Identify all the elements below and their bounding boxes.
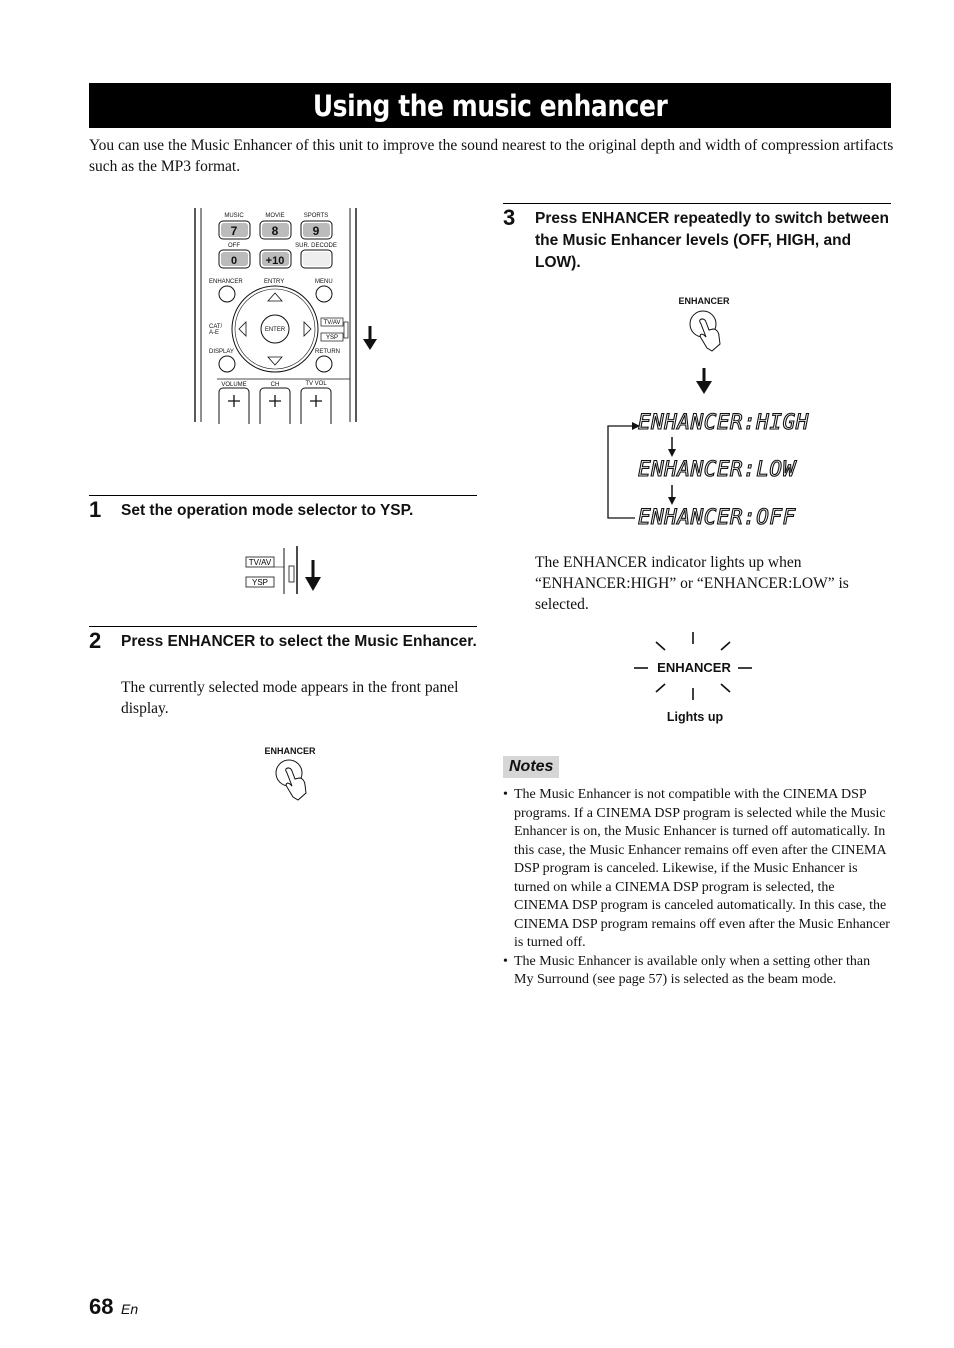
key-sur-decode — [301, 250, 332, 268]
key-9-label: 9 — [312, 224, 320, 238]
label-entry: ENTRY — [264, 279, 285, 285]
step1-rule — [89, 495, 477, 496]
label-ch: CH — [270, 382, 280, 388]
cycle-arrow-low-to-off-icon — [664, 485, 680, 507]
step2-enhancer-label: ENHANCER — [264, 746, 316, 756]
page-number: 68 — [89, 1294, 114, 1319]
indicator-caption: Lights up — [666, 710, 724, 724]
key-0-label: 0 — [230, 255, 238, 267]
display-enhancer-off: ENHANCER:OFF — [638, 505, 796, 529]
step3-instruction: Press ENHANCER repeatedly to switch between the Music Enhancer levels (OFF, HIGH, and LOW). — [535, 210, 890, 271]
selector-tvav-label: TV/AV — [248, 558, 272, 567]
notes-heading: Notes — [503, 756, 559, 778]
remote-return-button — [316, 356, 332, 372]
press-button-icon — [272, 757, 318, 803]
remote-display-button — [219, 356, 235, 372]
indicator-description: The ENHANCER indicator lights up when “ENHANCER:HIGH” or “ENHANCER:LOW” is selected. — [535, 554, 849, 613]
label-sur-decode: SUR. DECODE — [295, 243, 337, 249]
step3-enhancer-label: ENHANCER — [678, 296, 730, 306]
mode-selector-illustration — [240, 544, 330, 596]
page-language: En — [121, 1301, 139, 1317]
remote-enhancer-button — [219, 286, 235, 302]
key-8-label: 8 — [271, 224, 279, 238]
step2-detail: The currently selected mode appears in the front panel display. — [121, 679, 459, 717]
remote-mode-selector — [321, 318, 348, 341]
intro-paragraph: You can use the Music Enhancer of this unit to improve the sound nearest to the original depth and width of compression artifacts such as the MP3 format. — [89, 137, 894, 175]
remote-control-illustration — [193, 208, 383, 424]
key-7-label: 7 — [230, 224, 238, 238]
step2-rule — [89, 626, 477, 627]
label-menu: MENU — [315, 279, 333, 285]
label-off: OFF — [228, 243, 240, 249]
label-volume: VOLUME — [221, 382, 247, 388]
cycle-arrow-high-to-low-icon — [664, 437, 680, 459]
selector-down-arrow-icon — [305, 577, 321, 591]
label-tv-vol: TV VOL — [305, 381, 327, 387]
label-movie: MOVIE — [265, 213, 285, 219]
label-music: MUSIC — [224, 213, 244, 219]
label-display: DISPLAY — [209, 349, 234, 355]
label-return: RETURN — [315, 349, 340, 355]
step2-instruction: Press ENHANCER to select the Music Enhancer. — [121, 633, 477, 650]
page-title: Using the music enhancer — [312, 88, 668, 123]
step3-number: 3 — [503, 205, 516, 230]
label-cat: CAT/ — [209, 324, 223, 330]
note-item: • The Music Enhancer is not compatible with the CINEMA DSP programs. If a CINEMA DSP program is selected while the Music Enhancer is on, the Music Enhancer is turned off automatically. In this case, the Music Enhancer remains off even after the CINEMA DSP program is canceled. Likewise, if the Music Enhancer is turned on while a CINEMA DSP program is selected, the CINEMA DSP program is canceled automatically. In this case, the CINEMA DSP program remains off even after the Music Enhancer is turned off. — [503, 786, 891, 953]
key-plus10-label: +10 — [265, 255, 285, 267]
display-enhancer-low: ENHANCER:LOW — [638, 457, 796, 481]
note-item: • The Music Enhancer is available only when a setting other than My Surround (see page 57) is selected as the beam mode. — [503, 953, 891, 990]
title-bar — [89, 83, 891, 128]
down-arrow-icon — [363, 326, 377, 350]
label-enter: ENTER — [264, 327, 286, 333]
notes-list — [503, 786, 891, 990]
cycle-down-arrow-icon — [694, 368, 714, 396]
label-ae: A-E — [209, 330, 220, 336]
remote-volume-keys — [219, 388, 331, 424]
step2-number: 2 — [89, 628, 102, 653]
step1-number: 1 — [89, 497, 102, 522]
selector-ysp-label: YSP — [251, 578, 269, 587]
label-sports: SPORTS — [303, 213, 329, 219]
display-enhancer-high: ENHANCER:HIGH — [638, 410, 809, 434]
label-enhancer: ENHANCER — [209, 279, 243, 285]
remote-ysp-label: YSP — [325, 335, 339, 341]
step3-rule — [503, 203, 891, 204]
remote-menu-button — [316, 286, 332, 302]
step1-instruction: Set the operation mode selector to YSP. — [121, 502, 414, 519]
press-button-repeat-icon — [686, 308, 732, 354]
indicator-enhancer-label: ENHANCER — [657, 660, 731, 675]
remote-tvav-label: TV/AV — [323, 320, 341, 326]
